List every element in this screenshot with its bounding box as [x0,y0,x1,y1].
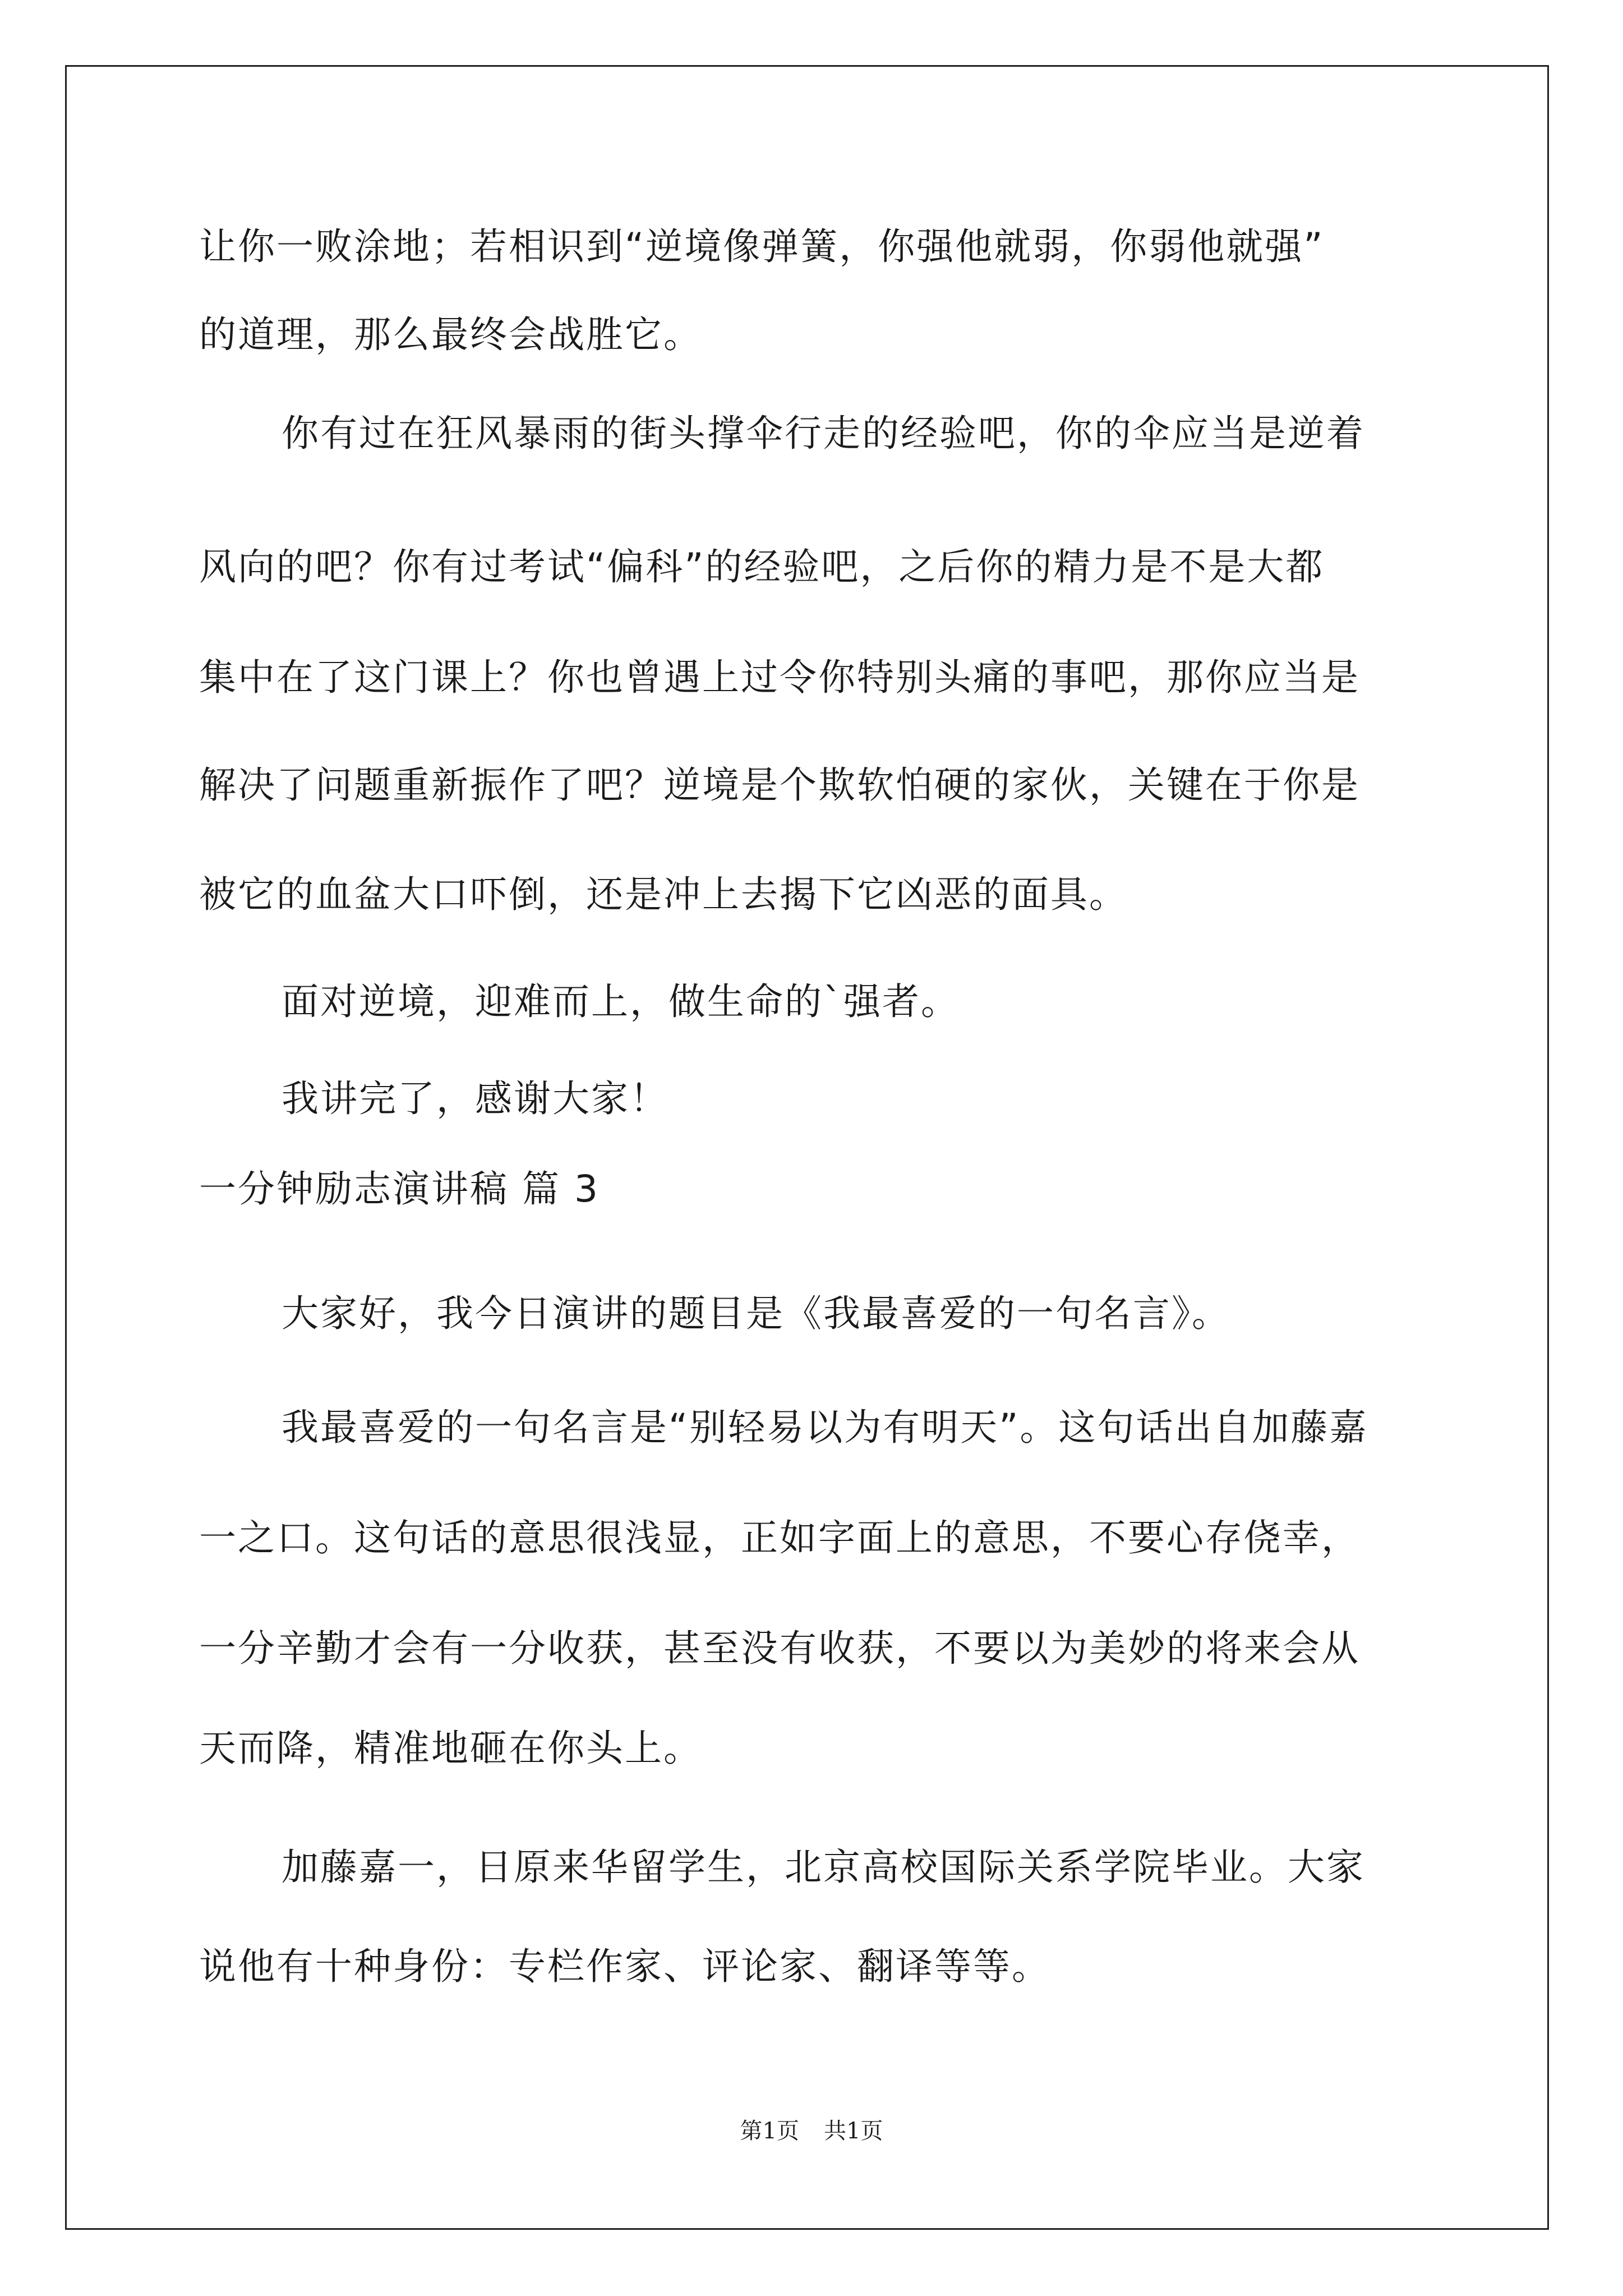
page-footer [0,2118,1623,2145]
paragraph-line: 我最喜爱的一句名言是“别轻易以为有明天”。这句话出自加藤嘉 [282,1406,1368,1449]
paragraph-line: 加藤嘉一，日原来华留学生，北京高校国际关系学院毕业。大家 [282,1846,1365,1889]
paragraph-line: 解决了问题重新振作了吧？逆境是个欺软怕硬的家伙，关键在于你是 [199,763,1360,807]
paragraph-line: 让你一败涂地；若相识到“逆境像弹簧，你强他就弱，你弱他就强” [199,225,1325,268]
page-border [65,65,1549,2230]
page-number: 第1页 [740,2118,799,2144]
paragraph-line: 大家好，我今日演讲的题目是《我最喜爱的一句名言》。 [282,1292,1230,1335]
paragraph-line: 一之口。这句话的意思很浅显，正如字面上的意思，不要心存侥幸， [199,1516,1360,1559]
paragraph-line: 你有过在狂风暴雨的街头撑伞行走的经验吧，你的伞应当是逆着 [282,412,1365,455]
paragraph-line: 的道理，那么最终会战胜它。 [199,313,702,356]
paragraph-line: 我讲完了，感谢大家！ [282,1077,668,1120]
paragraph-line: 面对逆境，迎难而上，做生命的`强者。 [282,980,960,1023]
paragraph-line: 说他有十种身份：专栏作家、评论家、翻译等等。 [199,1945,1050,1988]
paragraph-line: 天而降，精准地砸在你头上。 [199,1727,702,1770]
paragraph-line: 集中在了这门课上？你也曾遇上过令你特别头痛的事吧，那你应当是 [199,656,1360,699]
paragraph-line: 风向的吧？你有过考试“偏科”的经验吧，之后你的精力是不是大都 [199,545,1325,588]
paragraph-line: 一分辛勤才会有一分收获，甚至没有收获，不要以为美妙的将来会从 [199,1627,1360,1670]
paragraph-line: 被它的血盆大口吓倒，还是冲上去揭下它凶恶的面具。 [199,873,1128,916]
page-total: 共1页 [824,2118,883,2144]
section-heading: 一分钟励志演讲稿 篇 3 [199,1167,600,1211]
